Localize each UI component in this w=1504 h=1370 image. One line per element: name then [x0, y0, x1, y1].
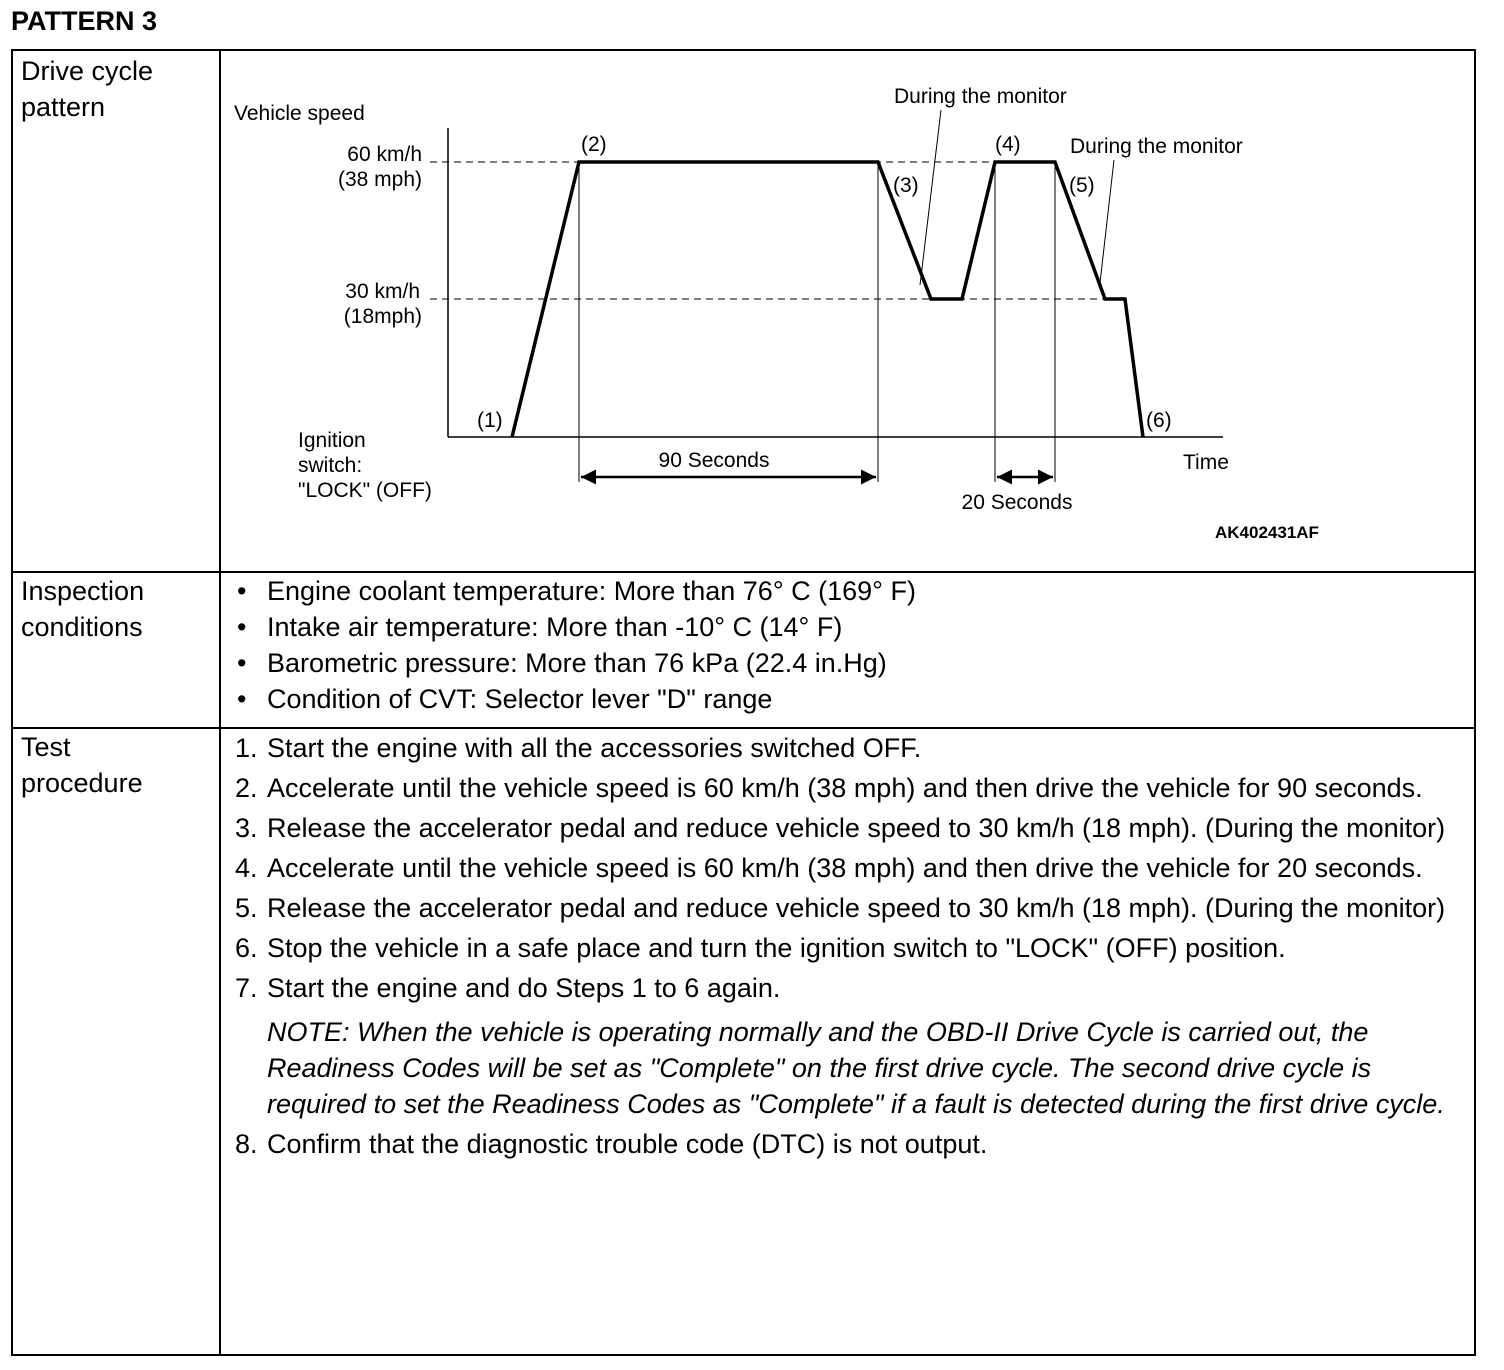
list-item — [235, 850, 1465, 886]
speed-60-mph-label: (38 mph) — [337, 168, 422, 191]
step-number: 6. — [235, 933, 258, 963]
point-label: (2) — [581, 133, 607, 156]
list-item: • Barometric pressure: More than 76 kPa (22.4 in.Hg) — [235, 645, 916, 681]
monitor-pointer — [920, 110, 941, 285]
point-label: (6) — [1146, 409, 1172, 432]
point-label: (1) — [477, 409, 503, 432]
step-number: 1. — [235, 733, 258, 763]
monitor-label: During the monitor — [1070, 135, 1243, 158]
speed-30-mph-label: (18mph) — [343, 305, 422, 328]
page-title: PATTERN 3 — [11, 6, 158, 36]
inspection-conditions-list — [235, 573, 916, 717]
step-text: Start the engine with all the accessories switched OFF. — [267, 733, 922, 763]
point-label: (3) — [893, 174, 919, 197]
list-item: • Condition of CVT: Selector lever "D" range — [235, 681, 916, 717]
step-text: Start the engine and do Steps 1 to 6 again. — [267, 973, 781, 1003]
list-item — [235, 1126, 1465, 1162]
test-procedure-label: Test procedure — [21, 732, 143, 798]
list-item — [235, 890, 1465, 926]
duration-90-label: 90 Seconds — [658, 449, 770, 472]
speed-60-label: 60 km/h — [347, 143, 422, 166]
step-number: 2. — [235, 773, 258, 803]
point-label: (4) — [995, 133, 1021, 156]
speed-30-label: 30 km/h — [345, 280, 420, 303]
step-text: Release the accelerator pedal and reduce vehicle speed to 30 km/h (18 mph). (During the monitor) — [267, 813, 1446, 843]
list-item — [235, 730, 1465, 766]
list-item — [235, 770, 1465, 806]
duration-20-label: 20 Seconds — [961, 491, 1073, 514]
step-text: Release the accelerator pedal and reduce vehicle speed to 30 km/h (18 mph). (During the monitor) — [267, 893, 1446, 923]
note-text: NOTE: When the vehicle is operating normally and the OBD-II Drive Cycle is carried out, the Readiness Codes will be set as "Complete" on the first drive cycle. The second drive cycle is required to set the Readiness Codes as "Complete" if a fault is detected during the first drive cycle. — [267, 1017, 1445, 1119]
ignition-label: switch: — [298, 454, 363, 477]
list-item — [235, 810, 1465, 846]
ignition-label: Ignition — [298, 429, 366, 452]
list-item: • Intake air temperature: More than -10° C (14° F) — [235, 609, 916, 645]
list-item — [235, 970, 1465, 1006]
step-number: 7. — [235, 973, 258, 1003]
point-label: (5) — [1069, 174, 1095, 197]
step-number: 5. — [235, 893, 258, 923]
step-text: Confirm that the diagnostic trouble code (DTC) is not output. — [267, 1129, 988, 1159]
inspection-label: Inspection conditions — [21, 576, 145, 642]
list-item — [235, 930, 1465, 966]
x-axis-label: Time — [1183, 451, 1229, 474]
monitor-label: During the monitor — [894, 85, 1067, 108]
row-divider — [13, 727, 1474, 729]
step-number: 4. — [235, 853, 258, 883]
figure-id: AK402431AF — [1215, 523, 1319, 542]
step-text: Accelerate until the vehicle speed is 60 km/h (38 mph) and then drive the vehicle for 90 seconds. — [267, 773, 1423, 803]
step-text: Stop the vehicle in a safe place and turn the ignition switch to "LOCK" (OFF) position. — [267, 933, 1286, 963]
ignition-label: "LOCK" (OFF) — [298, 479, 432, 502]
monitor-pointer — [1100, 160, 1114, 283]
drive-cycle-label: Drive cycle pattern — [21, 56, 154, 122]
step-text: Accelerate until the vehicle speed is 60 km/h (38 mph) and then drive the vehicle for 20 seconds. — [267, 853, 1423, 883]
y-axis-label: Vehicle speed — [234, 102, 365, 125]
test-procedure-list — [235, 730, 1465, 1166]
step-number: 8. — [235, 1129, 258, 1159]
list-item: • Engine coolant temperature: More than 76° C (169° F) — [235, 573, 916, 609]
drive-cycle-diagram — [0, 0, 1504, 560]
step-number: 3. — [235, 813, 258, 843]
